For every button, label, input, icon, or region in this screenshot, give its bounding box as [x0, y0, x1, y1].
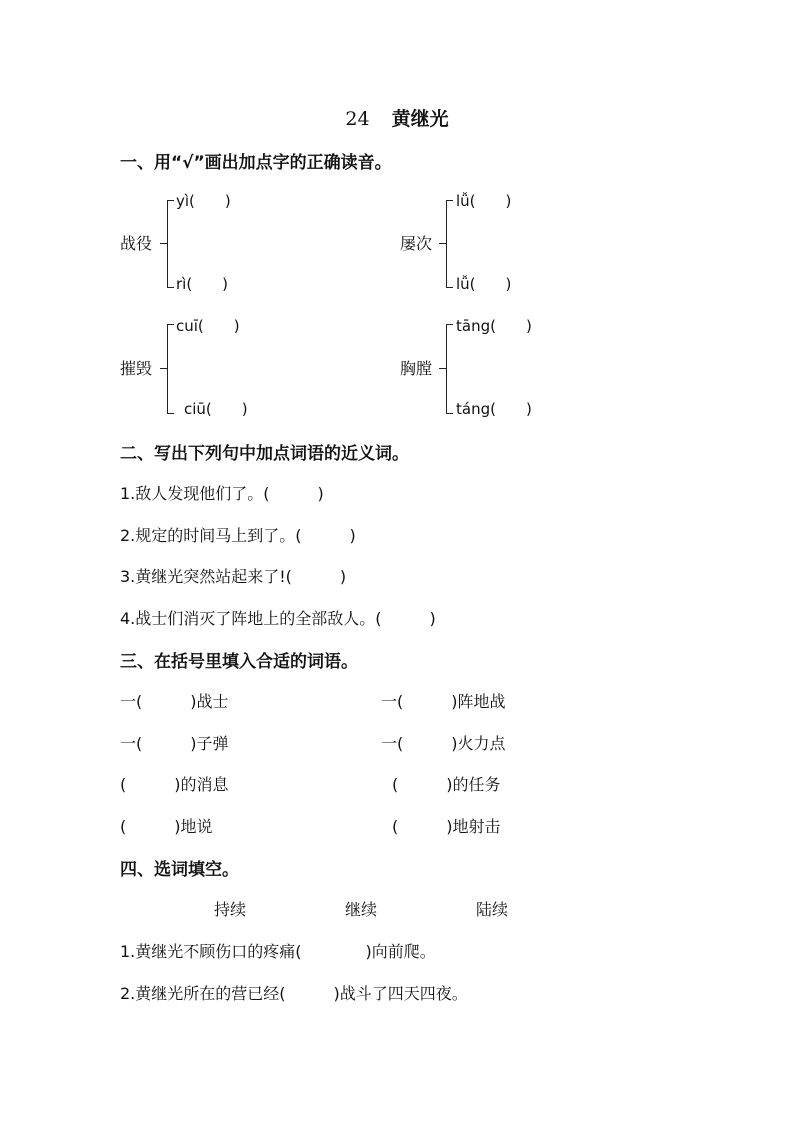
fill-item[interactable]: 一( )子弹 [120, 734, 229, 753]
fill-item[interactable]: 一( )战士 [120, 692, 229, 711]
word-choice: 陆续 [476, 900, 509, 919]
choice-item[interactable]: 2.黄继光所在的营已经( )战斗了四天四夜。 [120, 984, 468, 1003]
brace [167, 324, 174, 414]
lesson-name: 黄继光 [391, 108, 449, 130]
pinyin-option[interactable]: rì( ) [176, 275, 229, 293]
pinyin-option[interactable]: tāng( ) [456, 317, 532, 335]
page-title [0, 104, 794, 131]
pinyin-group-word: 摧毁 [120, 359, 153, 378]
lesson-number: 24 [345, 108, 370, 130]
synonym-item[interactable]: 2.规定的时间马上到了。( ) [120, 526, 356, 545]
fill-item[interactable]: ( )地说 [120, 817, 213, 836]
pinyin-option[interactable]: yì( ) [176, 192, 231, 210]
section3-heading: 三、在括号里填入合适的词语。 [120, 652, 358, 672]
brace [446, 324, 453, 414]
synonym-item[interactable]: 3.黄继光突然站起来了!( ) [120, 567, 347, 586]
brace-tick [160, 243, 168, 244]
word-choice: 继续 [345, 900, 378, 919]
section1-heading: 一、用“√”画出加点字的正确读音。 [120, 153, 392, 173]
brace [167, 200, 174, 288]
fill-item[interactable]: ( )的消息 [120, 775, 229, 794]
pinyin-group-word: 战役 [120, 234, 153, 253]
brace-tick [439, 243, 447, 244]
brace-tick [160, 368, 168, 369]
brace [446, 200, 453, 288]
synonym-item[interactable]: 4.战士们消灭了阵地上的全部敌人。( ) [120, 609, 436, 628]
brace-tick [439, 368, 447, 369]
choice-item[interactable]: 1.黄继光不顾伤口的疼痛( )向前爬。 [120, 942, 436, 961]
pinyin-option[interactable]: cuī( ) [176, 317, 240, 335]
word-choice: 持续 [214, 900, 247, 919]
section2-heading: 二、写出下列句中加点词语的近义词。 [120, 444, 409, 464]
fill-item[interactable]: 一( )阵地战 [381, 692, 506, 711]
pinyin-option[interactable]: ciū( ) [184, 400, 248, 418]
section4-heading: 四、选词填空。 [120, 860, 239, 880]
fill-item[interactable]: 一( )火力点 [381, 734, 506, 753]
pinyin-group-word: 胸膛 [400, 359, 433, 378]
fill-item[interactable]: ( )的任务 [392, 775, 501, 794]
fill-item[interactable]: ( )地射击 [392, 817, 501, 836]
pinyin-option[interactable]: lǚ( ) [456, 192, 512, 210]
pinyin-option[interactable]: lǚ( ) [456, 275, 512, 293]
synonym-item[interactable]: 1.敌人发现他们了。( ) [120, 484, 324, 503]
pinyin-option[interactable]: táng( ) [456, 400, 532, 418]
pinyin-group-word: 屡次 [400, 234, 433, 253]
